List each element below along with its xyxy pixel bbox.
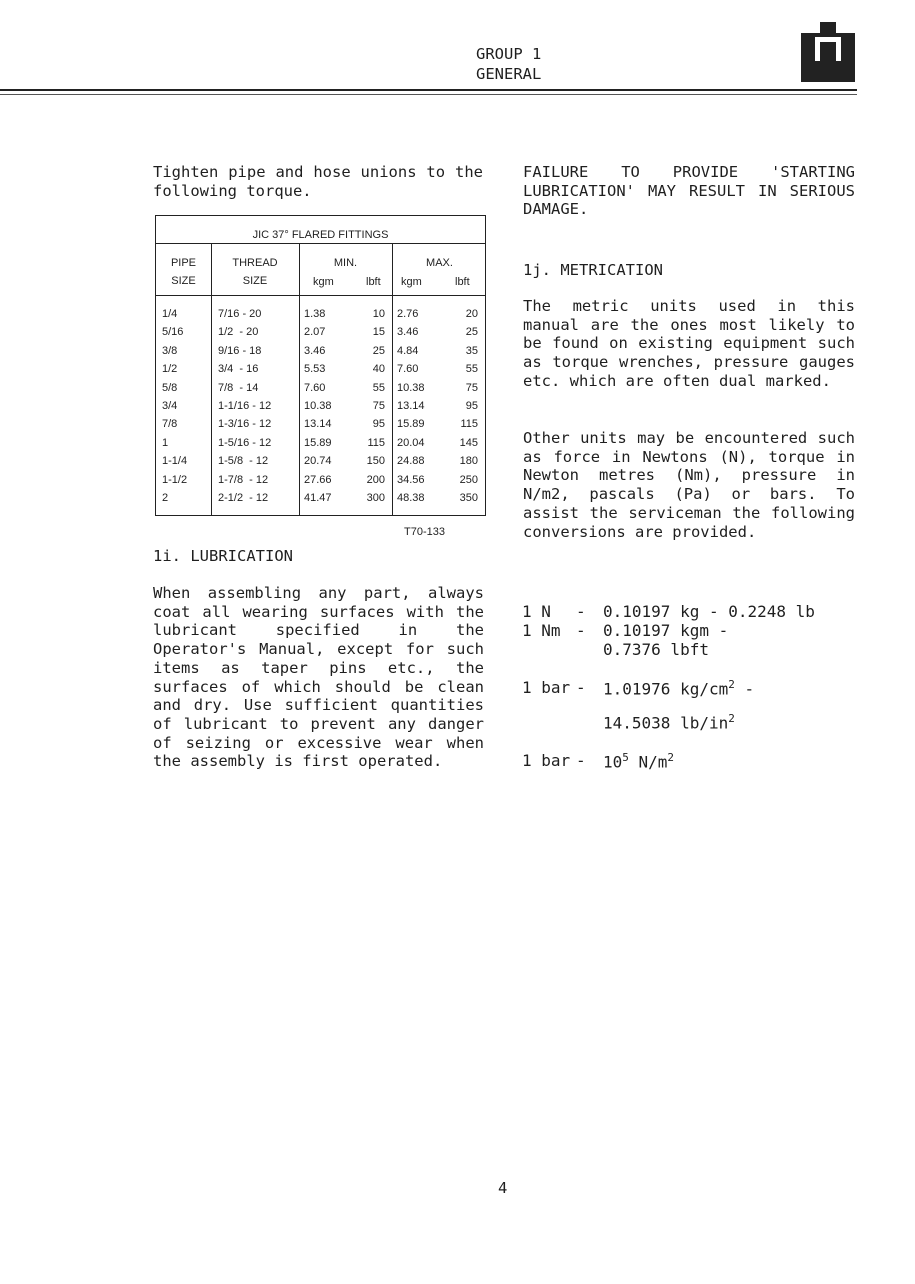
group-title: GENERAL xyxy=(476,65,542,83)
table-cell-max-lbft: 350 xyxy=(459,492,478,504)
conv-nm-value: 0.10197 kgm - xyxy=(603,621,729,640)
table-cell-min-lbft: 300 xyxy=(366,492,385,504)
table-cell-min-kgm: 3.46 xyxy=(304,344,326,357)
table-cell-max-kgm: 20.04 xyxy=(397,436,425,449)
header-rule-thin xyxy=(0,94,857,95)
table-cell-thread: 3/4 - 16 xyxy=(218,363,259,376)
header-max-kgm: kgm xyxy=(401,276,422,288)
torque-table xyxy=(155,215,486,516)
table-cell-thread: 2-1/2 - 12 xyxy=(218,492,269,504)
conv-bar2-value: $10^5$ $N/m^2$ xyxy=(603,751,675,772)
intro-text: Tighten pipe and hose unions to the following torque. xyxy=(153,163,483,200)
table-cell-min-kgm: 1.38 xyxy=(304,308,326,320)
table-cell-max-kgm: 10.38 xyxy=(397,381,425,394)
table-cell-min-lbft: 40 xyxy=(372,363,385,376)
conv-bar-dash: - xyxy=(576,678,586,697)
table-cell-max-lbft: 20 xyxy=(465,308,478,320)
table-cell-max-kgm: 34.56 xyxy=(397,473,425,486)
header-min: MIN. xyxy=(333,257,358,269)
table-reference: T70-133 xyxy=(404,526,445,538)
table-cell-pipe: 7/8 xyxy=(162,418,178,431)
table-cell-min-kgm: 13.14 xyxy=(304,418,332,431)
table-cell-min-kgm: 20.74 xyxy=(304,455,332,468)
table-cell-thread: 7/8 - 14 xyxy=(218,381,259,394)
header-group-label xyxy=(476,44,541,84)
table-cell-min-kgm: 15.89 xyxy=(304,436,332,449)
table-cell-max-kgm: 3.46 xyxy=(397,326,419,339)
table-cell-min-lbft: 10 xyxy=(372,308,385,320)
failure-warning: FAILURE TO PROVIDE 'STARTING LUBRICATION' MAY RESULT IN SERIOUS DAMAGE. xyxy=(523,163,855,219)
table-cell-thread: 1-1/16 - 12 xyxy=(218,400,272,412)
table-cell-max-kgm: 4.84 xyxy=(397,344,419,357)
header-min-lbft: lbft xyxy=(366,276,381,288)
table-cell-min-kgm: 10.38 xyxy=(304,400,332,412)
table-cell-pipe: 5/16 xyxy=(162,326,184,339)
conv-newton-unit: 1 N xyxy=(522,602,551,621)
table-cell-max-kgm: 13.14 xyxy=(397,400,425,412)
conv-bar2-dash: - xyxy=(576,751,586,770)
metrication-paragraph-1: The metric units used in this manual are the ones most likely to be found on existing equipment such as torque wrenches, pressure gauges etc. which are often dual marked. xyxy=(523,297,855,390)
conv-nm-unit: 1 Nm xyxy=(522,621,561,640)
table-cell-min-kgm: 5.53 xyxy=(304,363,326,376)
table-cell-min-kgm: 27.66 xyxy=(304,473,332,486)
table-cell-max-kgm: 7.60 xyxy=(397,363,419,376)
metrication-paragraph-2: Other units may be encountered such as force in Newtons (N), torque in Newton metres (Nm), pressure in N/m2, pascals (Pa) or bars. To assist the serviceman the following conversions are provided. xyxy=(523,429,855,541)
table-cell-min-lbft: 55 xyxy=(372,381,385,394)
header-rule xyxy=(0,89,857,91)
header-pipe-size: SIZE xyxy=(171,275,196,287)
table-cell-pipe: 1/2 xyxy=(162,363,178,376)
table-cell-pipe: 5/8 xyxy=(162,381,178,394)
table-cell-min-lbft: 15 xyxy=(372,326,385,339)
conv-newton-dash: - xyxy=(576,602,586,621)
table-cell-max-lbft: 145 xyxy=(459,436,478,449)
table-cell-pipe: 1 xyxy=(162,436,169,449)
conv-bar-value: 1.01976 $kg/cm^2$ - xyxy=(603,678,755,699)
table-cell-min-kgm: 41.47 xyxy=(304,492,332,504)
header-max-lbft: lbft xyxy=(455,276,470,288)
table-cell-thread: 1-5/16 - 12 xyxy=(218,436,272,449)
conv-nm-dash: - xyxy=(576,621,586,640)
table-cell-min-lbft: 95 xyxy=(372,418,385,431)
table-cell-pipe: 1-1/2 xyxy=(162,473,188,486)
table-cell-max-lbft: 180 xyxy=(459,455,478,468)
table-cell-max-lbft: 115 xyxy=(460,418,478,431)
table-title: JIC 37° FLARED FITTINGS xyxy=(252,229,389,241)
table-cell-max-lbft: 250 xyxy=(459,473,478,486)
lubrication-text: When assembling any part, always coat all wearing surfaces with the lubricant specified in the Operator's Manual, except for such items as taper pins etc., the surfaces of which should be clean and dry. Use sufficient quantities of lubricant to prevent any danger of seizing or excessive wear when the assembly is first operated. xyxy=(153,584,484,771)
header-max: MAX. xyxy=(426,257,453,269)
table-cell-max-lbft: 75 xyxy=(465,381,478,394)
conv-bar2-unit: 1 bar xyxy=(522,751,571,770)
table-cell-pipe: 3/8 xyxy=(162,344,178,357)
table-cell-min-kgm: 2.07 xyxy=(304,326,326,339)
table-cell-max-kgm: 24.88 xyxy=(397,455,425,468)
table-cell-min-kgm: 7.60 xyxy=(304,381,326,394)
header-thread-size: SIZE xyxy=(242,275,268,287)
table-cell-thread: 1/2 - 20 xyxy=(218,326,259,339)
table-cell-min-lbft: 150 xyxy=(366,455,385,468)
table-cell-max-lbft: 25 xyxy=(465,326,478,339)
group-number: GROUP 1 xyxy=(476,45,542,63)
table-cell-max-lbft: 55 xyxy=(465,363,478,376)
table-cell-max-kgm: 15.89 xyxy=(397,418,425,431)
table-cell-pipe: 1/4 xyxy=(162,308,178,320)
header-min-kgm: kgm xyxy=(313,276,334,288)
table-cell-pipe: 1-1/4 xyxy=(162,455,188,468)
table-cell-max-lbft: 35 xyxy=(465,344,478,357)
conv-bar-unit: 1 bar xyxy=(522,678,571,697)
conv-bar-value-2: 14.5038 $lb/in^2$ xyxy=(603,712,735,733)
ih-logo-icon xyxy=(801,22,855,82)
lubrication-heading: 1i. LUBRICATION xyxy=(153,547,293,565)
table-cell-min-lbft: 200 xyxy=(366,473,385,486)
table-cell-thread: 1-3/16 - 12 xyxy=(218,418,272,431)
header-thread: THREAD xyxy=(232,257,278,269)
table-cell-thread: 9/16 - 18 xyxy=(218,344,262,357)
table-cell-min-lbft: 115 xyxy=(367,436,385,449)
header-pipe: PIPE xyxy=(170,257,197,269)
table-cell-pipe: 3/4 xyxy=(162,400,178,412)
table-cell-min-lbft: 75 xyxy=(372,400,385,412)
table-cell-max-kgm: 48.38 xyxy=(397,492,425,504)
page-number: 4 xyxy=(498,1179,508,1197)
metrication-heading: 1j. METRICATION xyxy=(523,261,663,279)
table-cell-thread: 1-5/8 - 12 xyxy=(218,455,269,468)
table-cell-pipe: 2 xyxy=(162,492,169,504)
table-cell-max-kgm: 2.76 xyxy=(397,308,419,320)
table-cell-thread: 1-7/8 - 12 xyxy=(218,473,269,486)
conv-nm-value-2: 0.7376 lbft xyxy=(603,640,709,659)
table-cell-max-lbft: 95 xyxy=(465,400,478,412)
table-cell-thread: 7/16 - 20 xyxy=(218,308,262,320)
table-cell-min-lbft: 25 xyxy=(372,344,385,357)
conv-newton-value: 0.10197 kg - 0.2248 lb xyxy=(603,602,815,621)
